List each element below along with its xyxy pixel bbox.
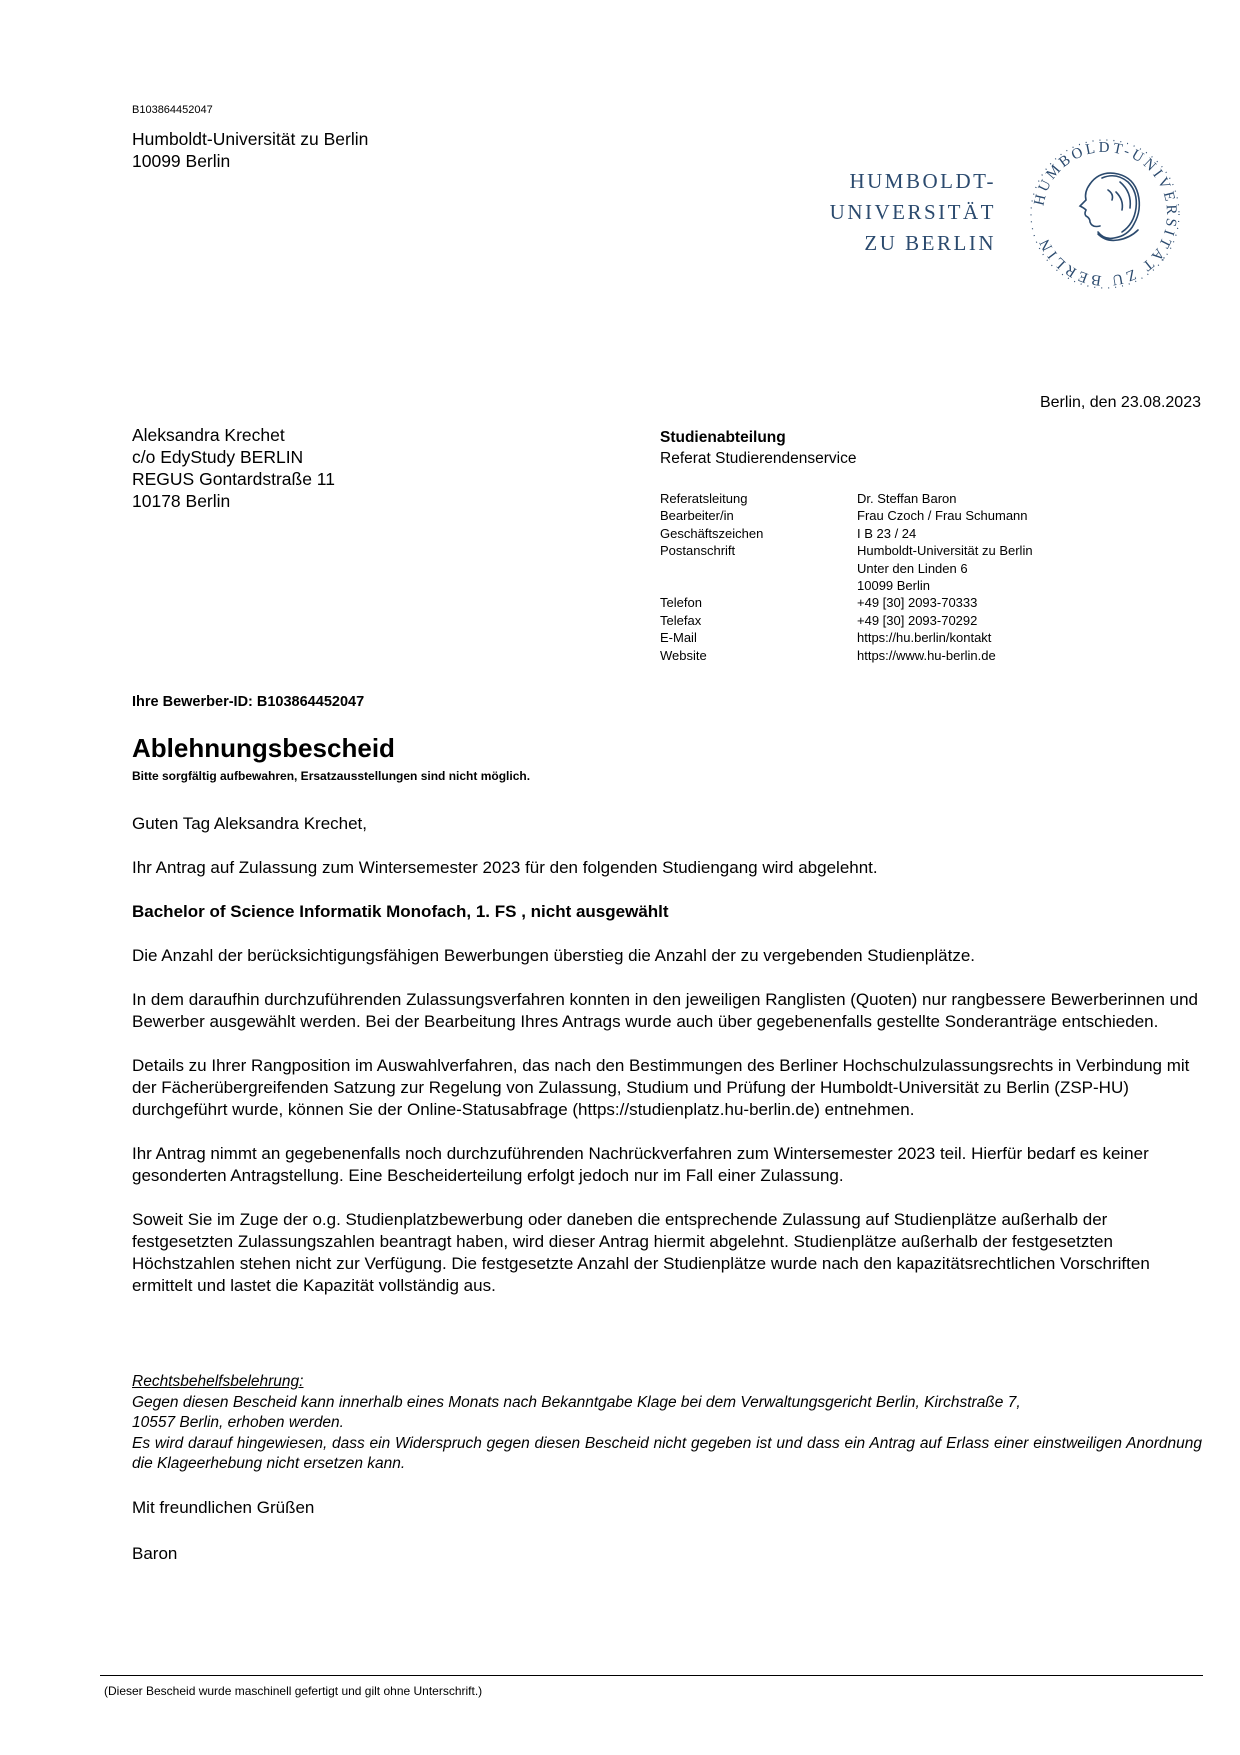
contact-row: [660, 629, 1033, 646]
paragraph: Details zu Ihrer Rangposition im Auswahlverfahren, das nach den Bestimmungen des Berliner Hochschulzulassungsrechts in Verbindung mit der Fächerübergreifenden Satzung zur Regelung von Zulassung, Studium und Prüfung der Humboldt-Universität zu Berlin (ZSP-HU) durchgeführt wurde, können Sie der Online-Statusabfrage (https://studienplatz.hu-berlin.de) entnehmen.: [132, 1056, 1190, 1119]
recipient-line: REGUS Gontardstraße 11: [132, 469, 335, 489]
program-line: Bachelor of Science Informatik Monofach, 1. FS , nicht ausgewählt: [132, 902, 669, 921]
department-contact-table: [660, 490, 1033, 664]
contact-value: Frau Czoch / Frau Schumann: [857, 508, 1028, 524]
footer-note: (Dieser Bescheid wurde maschinell gefertigt und gilt ohne Unterschrift.): [104, 1684, 483, 1698]
contact-key: Postanschrift: [660, 543, 736, 559]
contact-row: [660, 647, 1033, 664]
contact-key: Telefax: [660, 612, 702, 628]
contact-row: [660, 560, 1033, 577]
recipient-address: [132, 424, 335, 512]
contact-key: Referatsleitung: [660, 491, 748, 506]
paragraph: Ihr Antrag nimmt an gegebenenfalls noch durchzuführenden Nachrückverfahren zum Wintersemester 2023 teil. Hierfür bedarf es keiner gesonderten Antragstellung. Eine Bescheiderteilung erfolgt jedoch nur im Fall einer Zulassung.: [132, 1144, 1149, 1185]
legal-heading: Rechtsbehelfsbelehrung:: [132, 1373, 304, 1390]
logo-line: HUMBOLDT-: [849, 169, 996, 193]
legal-line: Gegen diesen Bescheid kann innerhalb eines Monats nach Bekanntgabe Klage bei dem Verwaltungsgericht Berlin, Kirchstraße 7,: [132, 1393, 1021, 1411]
page-subtitle: Bitte sorgfältig aufbewahren, Ersatzausstellungen sind nicht möglich.: [132, 769, 531, 783]
department-subtitle: Referat Studierendenservice: [660, 450, 857, 467]
contact-key: Geschäftszeichen: [660, 525, 764, 541]
contact-row: [660, 507, 1033, 524]
contact-row: [660, 594, 1033, 611]
university-logo-text: [790, 166, 996, 259]
signature: Baron: [132, 1544, 178, 1563]
contact-key: Telefon: [660, 595, 702, 611]
contact-key: Website: [660, 647, 707, 663]
page-title: Ablehnungsbescheid: [132, 733, 395, 763]
letter-body: [132, 813, 1202, 1297]
legal-line: Es wird darauf hingewiesen, dass ein Widerspruch gegen diesen Bescheid nicht gegeben ist und dass ein Antrag auf Erlass einer einstweiligen Anordnung die Klageerhebung nicht ersetzen kann.: [132, 1434, 1202, 1472]
contact-key: Bearbeiter/in: [660, 508, 734, 524]
contact-value: +49 [30] 2093-70292: [857, 612, 978, 628]
contact-row: [660, 612, 1033, 629]
contact-value: Dr. Steffan Baron: [857, 491, 957, 506]
seal-text: HUMBOLDT-UNIVERSITÄT ZU BERLIN: [1031, 139, 1180, 289]
legal-line: 10557 Berlin, erhoben werden.: [132, 1414, 344, 1431]
contact-row: [660, 542, 1033, 559]
contact-value: +49 [30] 2093-70333: [857, 595, 978, 611]
paragraph: Soweit Sie im Zuge der o.g. Studienplatzbewerbung oder daneben die entsprechende Zulassung auf Studienplätze außerhalb der festgesetzten Zulassungszahlen beantragt haben, wird dieser Antrag hiermit abgelehnt. Studienplätze außerhalb der festgesetzten Höchstzahlen stehen nicht zur Verfügung. Die festgesetzte Anzahl der Studienplätze wurde nach den kapazitätsrechtlichen Vorschriften ermittelt und lastet die Kapazität vollständig aus.: [132, 1210, 1150, 1295]
contact-key: [660, 560, 857, 577]
footer-divider: [100, 1675, 1203, 1676]
paragraph: Ihr Antrag auf Zulassung zum Wintersemester 2023 für den folgenden Studiengang wird abgelehnt.: [132, 858, 878, 877]
sender-address: [132, 128, 368, 172]
contact-value: 10099 Berlin: [857, 578, 930, 594]
paragraph: In dem daraufhin durchzuführenden Zulassungsverfahren konnten in den jeweiligen Ranglisten (Quoten) nur rangbessere Bewerberinnen und Bewerber ausgewählt werden. Bei der Bearbeitung Ihres Antrags wurde auch über gegebenenfalls gestellte Sonderanträge entschieden.: [132, 990, 1199, 1031]
contact-value: Unter den Linden 6: [857, 560, 968, 576]
recipient-line: c/o EdyStudy BERLIN: [132, 447, 304, 467]
sender-line: 10099 Berlin: [132, 151, 231, 171]
sender-line: Humboldt-Universität zu Berlin: [132, 129, 369, 149]
svg-text:HUMBOLDT-UNIVERSITÄT ZU BERLIN: [1031, 140, 1179, 288]
contact-row: [660, 490, 1033, 507]
contact-value: I B 23 / 24: [857, 525, 917, 541]
contact-row: [660, 577, 1033, 594]
contact-row: [660, 525, 1033, 542]
contact-value: Humboldt-Universität zu Berlin: [857, 543, 1033, 559]
university-seal-icon: [1020, 134, 1190, 294]
contact-value: https://www.hu-berlin.de: [857, 647, 996, 663]
paragraph: Die Anzahl der berücksichtigungsfähigen Bewerbungen überstieg die Anzahl der zu vergebenden Studienplätze.: [132, 946, 976, 965]
department-header: [660, 427, 856, 469]
contact-key: [660, 577, 857, 594]
legal-notice: [132, 1372, 1202, 1475]
contact-value: https://hu.berlin/kontakt: [857, 630, 992, 646]
contact-key: E-Mail: [660, 630, 697, 646]
logo-line: ZU BERLIN: [864, 231, 996, 255]
document-id: B103864452047: [132, 104, 213, 116]
recipient-line: 10178 Berlin: [132, 491, 231, 511]
recipient-line: Aleksandra Krechet: [132, 425, 285, 445]
closing: Mit freundlichen Grüßen: [132, 1498, 315, 1517]
applicant-id: Ihre Bewerber-ID: B103864452047: [132, 694, 365, 710]
date-line: Berlin, den 23.08.2023: [1039, 394, 1201, 411]
greeting: Guten Tag Aleksandra Krechet,: [132, 814, 368, 833]
logo-line: UNIVERSITÄT: [829, 200, 996, 224]
department-title: Studienabteilung: [660, 429, 786, 446]
